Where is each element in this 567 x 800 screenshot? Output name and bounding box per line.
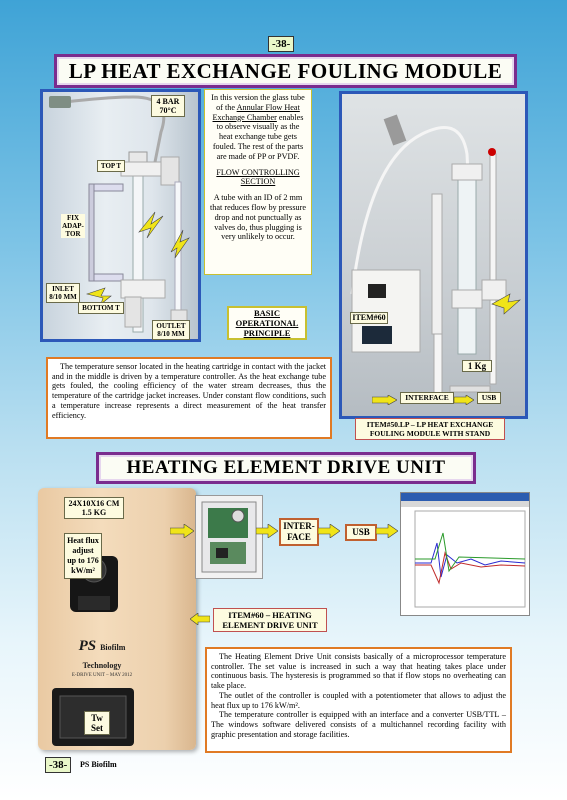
ps-logo xyxy=(59,637,145,678)
drive-paragraph-3: The temperature controller is equipped with an interface and a converter USB/TTL – The windows software delivered consists of a multichannel recording facility with graphic presentation and storage facilities. xyxy=(211,710,506,739)
principle-text: The temperature sensor located in the heating cartridge in contact with the jacket and in the middle is driven by a temperature controller. As the heat exchange tube gets fouled, the cooling efficiency of the water stream decreases, thus the temperature of the cartridge jacket increases. Under constant flow conditions, such a temperature increase represents a direct measurement of the heat transfer efficiency. xyxy=(52,362,326,420)
logo-ps: PS xyxy=(78,638,97,654)
module-description xyxy=(204,89,312,275)
flow-arrow-4 xyxy=(376,524,398,538)
heat-flux-label: Heat flux adjust up to 176 kW/m² xyxy=(64,533,102,579)
interface-board-photo xyxy=(195,495,263,579)
flow-arrow-3 xyxy=(318,524,340,538)
bottom-t-label: BOTTOM T xyxy=(78,302,124,314)
usb-label-small: USB xyxy=(477,392,501,404)
usb-arrow-small xyxy=(454,392,474,402)
description-link-text: Annular Flow Heat Exchange Chamber xyxy=(212,102,300,122)
software-graph xyxy=(401,493,529,615)
flow-arrow-2 xyxy=(256,524,278,538)
flow-usb-label: USB xyxy=(345,524,377,541)
section1-title: LP HEAT EXCHANGE FOULING MODULE xyxy=(54,54,517,88)
flow-arrow-1 xyxy=(170,524,194,538)
top-t-label: TOP T xyxy=(97,160,125,172)
item60-caption: ITEM#60 – HEATING ELEMENT DRIVE UNIT xyxy=(213,608,327,632)
section2-title: HEATING ELEMENT DRIVE UNIT xyxy=(96,452,476,484)
inlet-label: INLET 8/10 MM xyxy=(46,283,80,303)
pressure-temp-label xyxy=(151,95,185,117)
dimensions-text: 24X10X16 CM xyxy=(68,499,120,508)
page-number-bottom: -38- xyxy=(45,757,71,773)
basic-principle-label: BASIC OPERATIONAL PRINCIPLE xyxy=(227,306,307,340)
fix-adaptor-label: FIX ADAP-TOR xyxy=(62,214,84,238)
software-screenshot xyxy=(400,492,530,616)
weight-text: 1.5 KG xyxy=(81,508,107,517)
stand-illustration xyxy=(342,94,525,416)
tw-set-label: Tw Set xyxy=(84,711,110,735)
lp-module-stand-photo xyxy=(339,91,528,419)
dimensions-label xyxy=(64,497,124,519)
stand-caption: ITEM#50.LP – LP HEAT EXCHANGE FOULING MODULE WITH STAND xyxy=(355,418,505,440)
flow-heading: FLOW CONTROLLING SECTION xyxy=(216,167,300,187)
flow-interface-label: INTER-FACE xyxy=(279,518,319,546)
outlet-label: OUTLET 8/10 MM xyxy=(152,320,190,340)
board-illustration xyxy=(196,496,262,578)
item60-arrow xyxy=(190,612,210,624)
footer-brand: PS Biofilm xyxy=(80,760,117,769)
description-intro: In this version the glass tube of the xyxy=(211,93,305,112)
drive-paragraph-1: The Heating Element Drive Unit consists basically of a microprocessor temperature controller. The set value is increased in such a way that heating takes place under continuous basis. The hysteresis is programmed so that if flow stops no overheating can take place. xyxy=(211,652,506,691)
logo-biofilm: Biofilm Technology xyxy=(82,643,126,670)
logo-subline: E-DRIVE UNIT – MAY 2012 xyxy=(71,673,133,678)
interface-arrow xyxy=(372,392,397,402)
item60-photo-label: ITEM#60 xyxy=(350,312,388,324)
description-rest: enables to observe visually as the heat exchange tube gets fouled. The rest of the parts are made of PP or PVDF. xyxy=(212,112,304,161)
pressure-label: 4 BAR xyxy=(156,97,180,106)
temperature-label: 70°C xyxy=(159,106,177,115)
drive-paragraph-2: The outlet of the controller is coupled with a potentiometer that allows to adjust the heat flux up to 176 kW/m². xyxy=(211,690,506,710)
principle-text-box xyxy=(46,357,332,439)
page-number-top: -38- xyxy=(268,36,294,52)
weight-label: 1 Kg xyxy=(462,360,492,372)
flow-text: A tube with an ID of 2 mm that reduces flow by pressure drop and not punctually as valves do, thus plugging is very unlikely to occur. xyxy=(210,193,306,242)
drive-unit-description xyxy=(205,647,512,753)
interface-label: INTERFACE xyxy=(400,392,454,404)
